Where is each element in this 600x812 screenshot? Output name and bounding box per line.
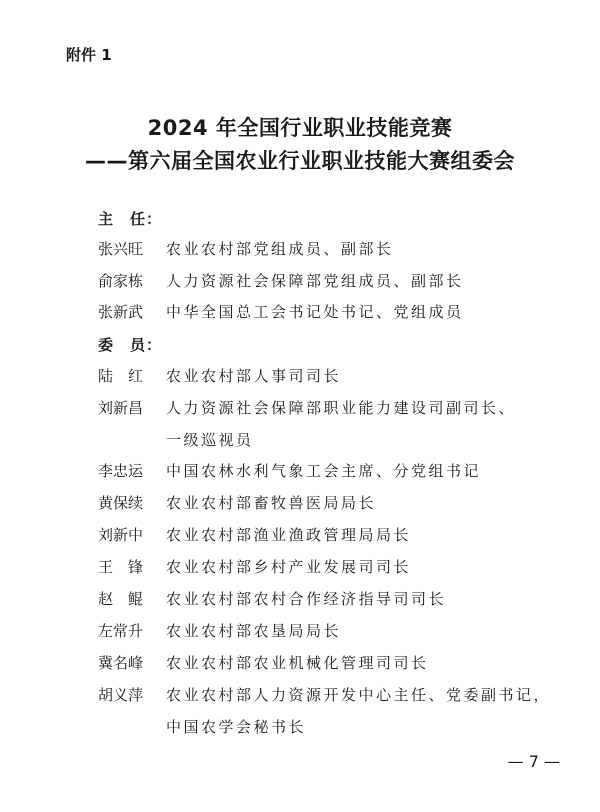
person-name: 陆 红 — [98, 367, 144, 385]
person-title: 农业农村部农业机械化管理司司长 — [166, 654, 429, 672]
person-name: 赵 鲲 — [98, 590, 144, 608]
person-name: 王 锋 — [98, 558, 144, 576]
director-row — [98, 271, 464, 291]
director-section-label: 主 任： — [98, 210, 163, 228]
person-name: 冀名峰 — [98, 654, 144, 672]
person-title: 农业农村部人力资源开发中心主任、党委副书记， — [166, 686, 552, 704]
person-title: 人力资源社会保障部党组成员、副部长 — [166, 272, 464, 290]
member-row — [98, 525, 411, 545]
director-row — [98, 302, 464, 322]
person-name: 俞家栋 — [98, 272, 144, 290]
member-row — [98, 653, 429, 673]
person-title: 人力资源社会保障部职业能力建设司副司长、 — [166, 399, 517, 417]
page-number: — 7 — — [507, 752, 560, 771]
person-name: 刘新昌 — [98, 399, 144, 417]
person-title: 中华全国总工会书记处书记、党组成员 — [166, 303, 464, 321]
person-title: 农业农村部乡村产业发展司司长 — [166, 558, 412, 576]
member-row — [98, 621, 341, 641]
person-title: 中国农林水利气象工会主席、分党组书记 — [166, 462, 482, 480]
person-name: 李忠运 — [98, 462, 144, 480]
person-name: 张新武 — [98, 303, 144, 321]
director-row — [98, 239, 394, 259]
person-name: 张兴旺 — [98, 240, 144, 258]
person-name: 黄保续 — [98, 494, 144, 512]
person-name: 左常升 — [98, 622, 144, 640]
document-title-line-1: 2024 年全国行业职业技能竞赛 — [147, 116, 453, 140]
member-row — [98, 366, 341, 386]
member-section-label: 委 员： — [98, 336, 163, 354]
person-title: 农业农村部人事司司长 — [166, 367, 342, 385]
person-title: 农业农村部党组成员、副部长 — [166, 240, 394, 258]
member-row — [98, 493, 376, 513]
member-row — [98, 685, 551, 705]
person-name: 刘新中 — [98, 526, 144, 544]
person-title: 农业农村部农垦局局长 — [166, 622, 342, 640]
document-title-line-2: ——第六届全国农业行业职业技能大赛组委会 — [85, 149, 515, 173]
person-title-continuation: 中国农学会秘书长 — [166, 718, 307, 736]
member-row — [98, 557, 411, 577]
person-title: 农业农村部畜牧兽医局局长 — [166, 494, 377, 512]
member-row — [98, 398, 516, 418]
member-row — [98, 589, 446, 609]
person-title: 农业农村部渔业渔政管理局局长 — [166, 526, 412, 544]
attachment-label: 附件 1 — [66, 46, 112, 64]
person-title: 农业农村部农村合作经济指导司司长 — [166, 590, 447, 608]
person-title-continuation: 一级巡视员 — [166, 431, 254, 449]
person-name: 胡义萍 — [98, 686, 144, 704]
member-row — [98, 461, 481, 481]
